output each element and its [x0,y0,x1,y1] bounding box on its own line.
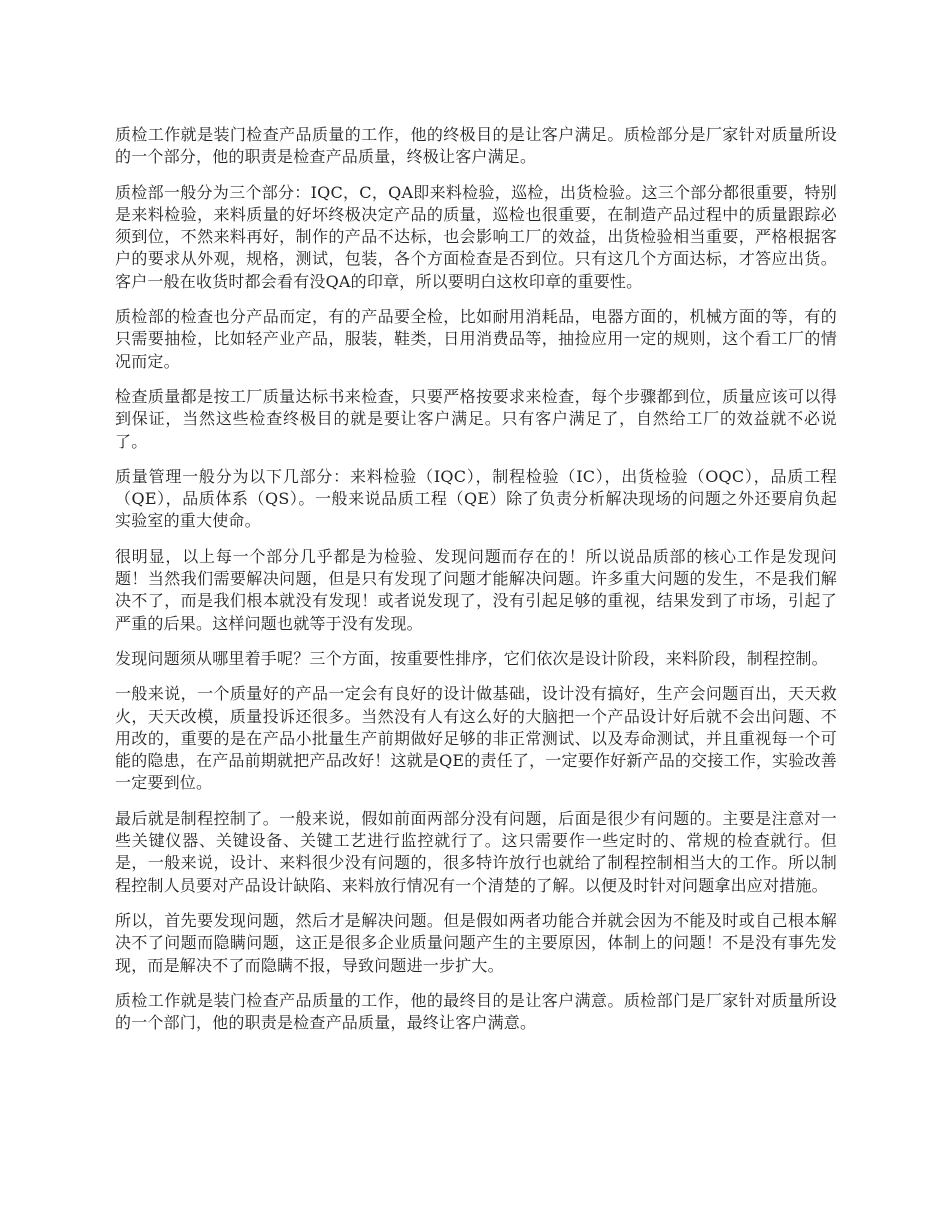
paragraph-5: 质量管理一般分为以下几部分：来料检验（IQC），制程检验（IC），出货检验（OQC），品质工程（QE），品质体系（QS）。一般来说品质工程（QE）除了负责分析解决现场的问题之外还要肩负起实验室的重大使命。 [115,466,837,531]
paragraph-3: 质检部的检查也分产品而定，有的产品要全检，比如耐用消耗品，电器方面的，机械方面的等，有的只需要抽检，比如轻产业产品，服装，鞋类，日用消费品等，抽捡应用一定的规则，这个看工厂的情况而定。 [115,307,837,371]
paragraph-4: 检查质量都是按工厂质量达标书来检查，只要严格按要求来检查，每个步骤都到位，质量应该可以得到保证，当然这些检查终极目的就是要让客户满足。只有客户满足了，自然给工厂的效益就不必说了。 [115,386,837,451]
paragraph-11: 质检工作就是装门检查产品质量的工作，他的最终目的是让客户满意。质检部门是厂家针对质量所设的一个部门，他的职责是检查产品质量，最终让客户满意。 [115,990,837,1033]
paragraph-6: 很明显，以上每一个部分几乎都是为检验、发现问题而存在的！所以说品质部的核心工作是发现问题！当然我们需要解决问题，但是只有发现了问题才能解决问题。许多重大问题的发生，不是我们解决不了，而是我们根本就没有发现！或者说发现了，没有引起足够的重视，结果发到了市场，引起了严重的后果。这样问题也就等于没有发现。 [115,546,837,633]
paragraph-8: 一般来说，一个质量好的产品一定会有良好的设计做基础，设计没有搞好，生产会问题百出，天天救火，天天改模，质量投诉还很多。当然没有人有这么好的大脑把一个产品设计好后就不会出问题、不用改的，重要的是在产品小批量生产前期做好足够的非正常测试、以及寿命测试，并且重视每一个可能的隐患，在产品前期就把产品改好！这就是QE的责任了，一定要作好新产品的交接工作，实验改善一定要到位。 [115,684,837,793]
paragraph-10: 所以，首先要发现问题，然后才是解决问题。但是假如两者功能合并就会因为不能及时或自己根本解决不了问题而隐瞒问题，这正是很多企业质量问题产生的主要原因，体制上的问题！不是没有事先发现，而是解决不了而隐瞒不报，导致问题进一步扩大。 [115,910,837,975]
paragraph-2: 质检部一般分为三个部分：IQC，C，QA即来料检验，巡检，出货检验。这三个部分都很重要，特别是来料检验，来料质量的好坏终极决定产品的质量，巡检也很重要，在制造产品过程中的质量跟踪必须到位，不然来料再好，制作的产品不达标，也会影响工厂的效益，出货检验相当重要，严格根据客户的要求从外观，规格，测试，包装，各个方面检查是否到位。只有这几个方面达标，才答应出货。客户一般在收货时都会看有没QA的印章，所以要明白这枚印章的重要性。 [115,182,837,291]
paragraph-7: 发现问题须从哪里着手呢？三个方面，按重要性排序，它们依次是设计阶段，来料阶段，制程控制。 [115,648,828,668]
paragraph-9: 最后就是制程控制了。一般来说，假如前面两部分没有问题，后面是很少有问题的。主要是注意对一些关键仪器、关键设备、关键工艺进行监控就行了。这只需要作一些定时的、常规的检查就行。但是，一般来说，设计、来料很少没有问题的，很多特许放行也就给了制程控制相当大的工作。所以制程控制人员要对产品设计缺陷、来料放行情况有一个清楚的了解。以便及时针对问题拿出应对措施。 [115,808,837,895]
document-body [115,124,837,1047]
paragraph-1: 质检工作就是装门检查产品质量的工作，他的终极目的是让客户满足。质检部分是厂家针对质量所设的一个部分，他的职责是检查产品质量，终极让客户满足。 [115,125,837,167]
